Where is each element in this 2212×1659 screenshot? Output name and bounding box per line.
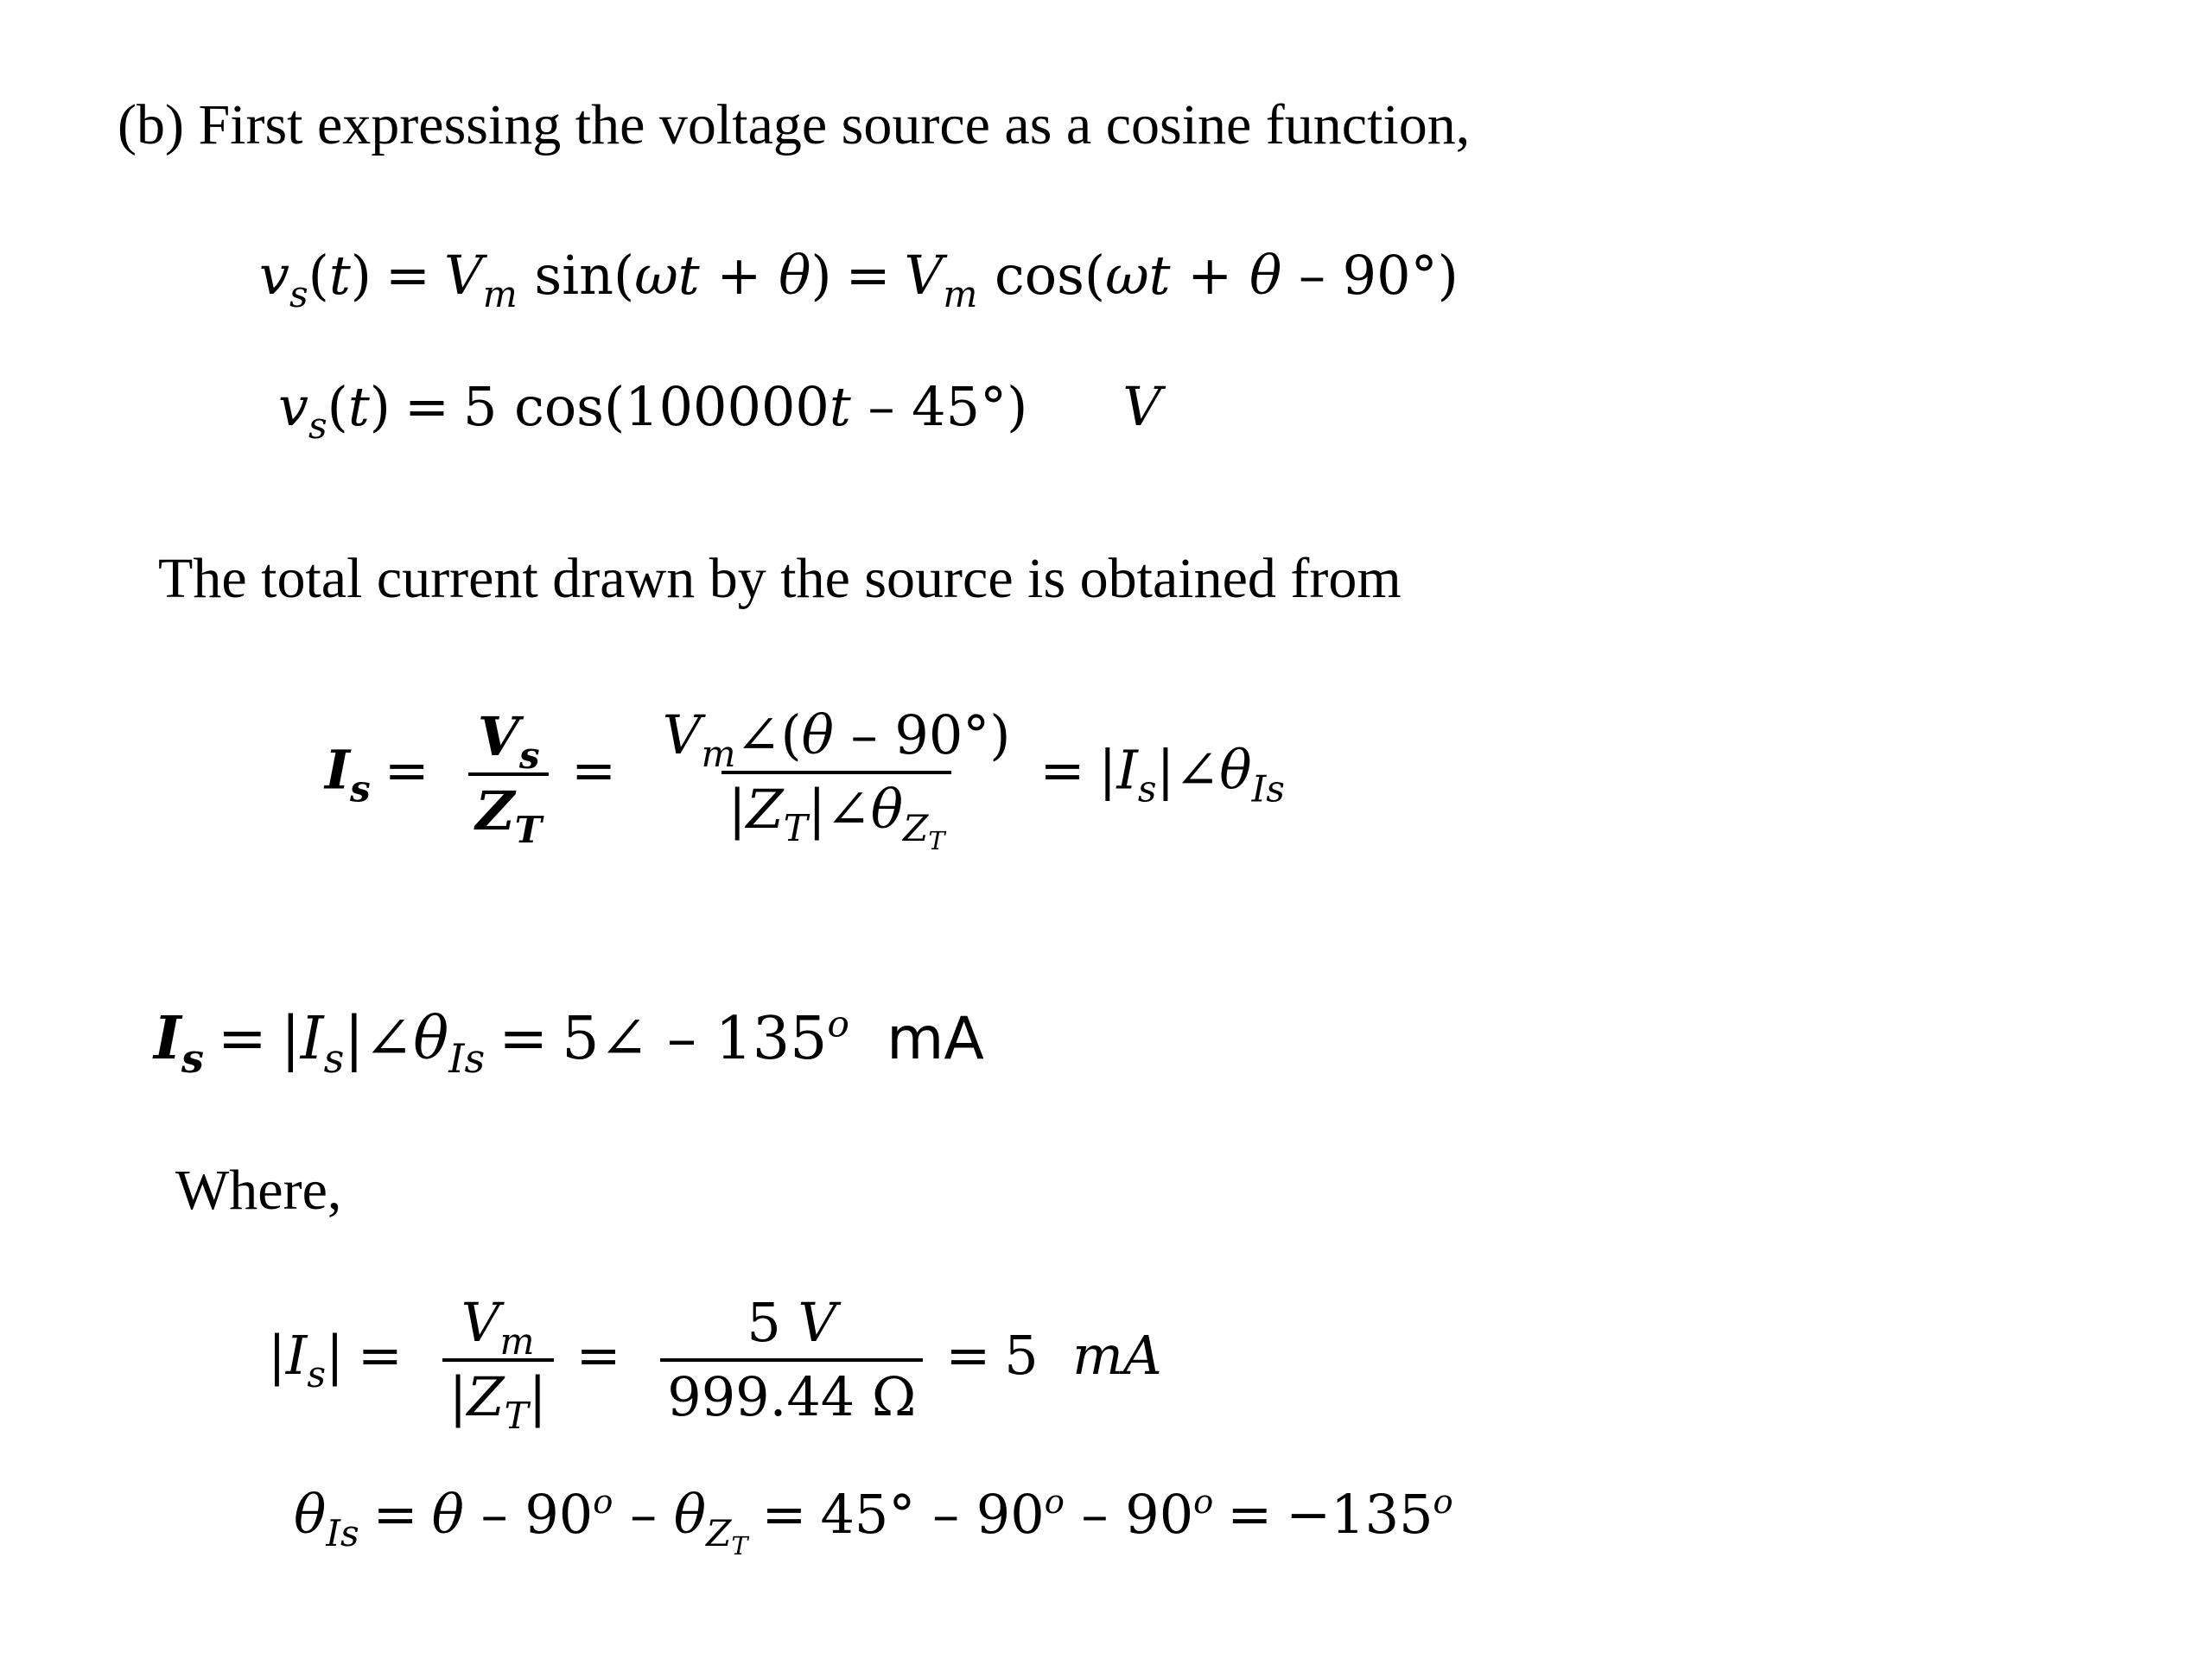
fraction-vs-over-zt: $\frac{V_s}{Z_T}$	[468, 710, 549, 838]
equation-is-angle: $\theta_{Is} = \theta - 90^o - \theta_{Z_T} = 45^\circ - 90^o - 90^o = -135^o$	[294, 1482, 1453, 1560]
intro-text: (b) First expressing the voltage source as a cosine function,	[118, 93, 1471, 156]
fraction-phasor: $\frac{V_m\angle(\theta - 90^\circ)}{|Z_T|\angle\theta_{Z_T}}$	[662, 703, 1011, 855]
where-text: Where,	[175, 1159, 342, 1222]
equation-vs-sine-to-cosine: $v_s(t) = V_m$ $\sin(\omega t + \theta) = V_m$ cos(ωt + θ – 90°)	[259, 244, 1459, 315]
fraction-vm-over-zt: $\frac{V_m}{|Z_T|}$	[442, 1296, 554, 1424]
equation-is-definition: $I_s$ = $\frac{V_s}{Z_T}$ = $\frac{V_m\angle(\theta - 90^\circ)}{|Z_T|\angle\theta_{Z_T}}$ = $|I_s|\angle\theta_{Is}$	[325, 703, 1285, 855]
total-current-text: The total current drawn by the source is obtained from	[158, 547, 1402, 610]
equation-is-result: $I_s$ = $|I_s|\angle\theta_{Is}$ = 5∠ – 135$^o$ mA	[154, 1002, 984, 1083]
fraction-5v-over-impedance: $\frac{5 V}{999.44 \Omega}$	[660, 1296, 923, 1424]
equation-vs-numeric: $v_s(t) = 5$ cos(100000t – 45°) V	[278, 375, 1162, 447]
equation-is-magnitude: $|I_s|$ = $\frac{V_m}{|Z_T|}$ = $\frac{5 V}{999.44 \Omega}$ = 5 mA	[268, 1291, 1162, 1437]
